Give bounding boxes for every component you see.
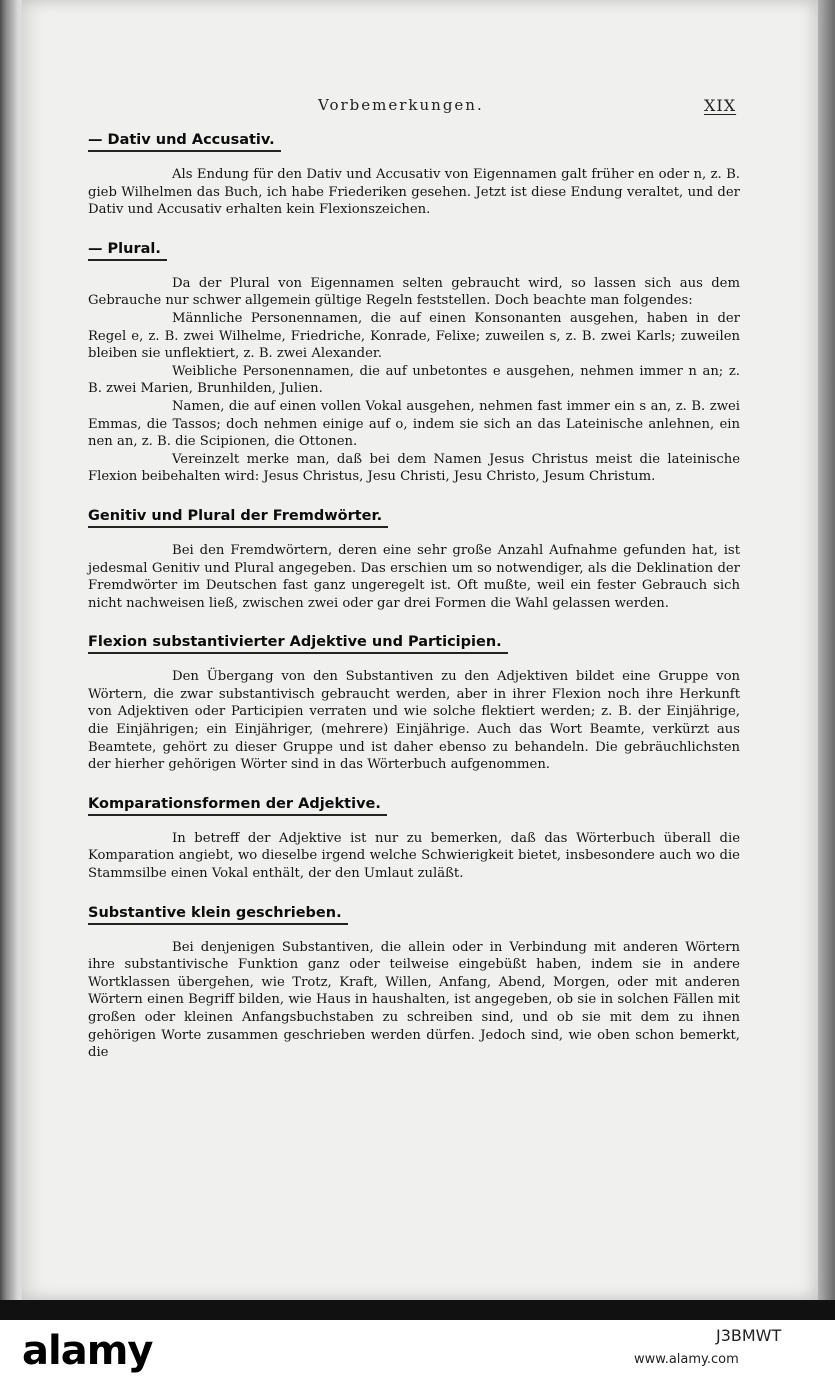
section-fremdwoerter — [88, 500, 740, 612]
section-dativ-accusativ — [88, 124, 740, 219]
paragraph: Bei denjenigen Substantiven, die allein oder in Verbindung mit anderen Wörtern ihre substantivische Funktion ganz oder teilweise eingebüßt haben, indem sie in andere Wortklassen übergehen, wie Trotz, Kraft, Willen, Anfang, Abend, Morgen, oder mit anderen Wörtern einen Begriff bilden, wie Haus in haushalten, ist angegeben, ob sie in solchen Fällen mit großen oder kleinen Anfangsbuchstaben zu schreiben sind, und ob sie mit dem zu ihnen gehörigen Worte zusammen geschrieben werden dürfen. Jedoch sind, wie oben schon bemerkt, die — [88, 939, 740, 1061]
paragraph: Weibliche Personennamen, die auf unbetontes e ausgehen, nehmen immer n an; z. B. zwei Marien, Brunhilden, Julien. — [88, 363, 740, 397]
section-plural — [88, 233, 740, 486]
site-url: www.alamy.com — [634, 1352, 739, 1367]
section-heading: — Plural. — [88, 241, 167, 261]
book-page — [22, 0, 818, 1300]
paragraph: Da der Plural von Eigennamen selten gebraucht wird, so lassen sich aus dem Gebrauche nur schwer allgemein gültige Regeln feststellen. Doch beachte man folgendes: — [88, 275, 740, 309]
scan-edge-bar — [0, 1300, 835, 1320]
image-id: J3BMWT — [716, 1326, 782, 1345]
section-heading: Flexion substantivierter Adjektive und Participien. — [88, 634, 508, 654]
paragraph: Den Übergang von den Substantiven zu den Adjektiven bildet eine Gruppe von Wörtern, die zwar substantivisch gebraucht werden, aber in ihrer Flexion noch ihre Herkunft von Adjektiven oder Participien verraten und wie solche flektiert werden; z. B. der Einjährige, die Einjährigen; ein Einjähriger, (mehrere) Einjährige. Auch das Wort Beamte, verkürzt aus Beamtete, gehört zu dieser Gruppe und ist daher ebenso zu behandeln. Die gebräuchlichsten der hierher gehörigen Wörter sind in das Wörterbuch aufgenommen. — [88, 669, 740, 773]
alamy-logo: alamy — [22, 1328, 153, 1374]
section-komparation — [88, 788, 740, 883]
section-heading: Substantive klein geschrieben. — [88, 905, 348, 925]
paragraph: Männliche Personennamen, die auf einen Konsonanten ausgehen, haben in der Regel e, z. B. zwei Wilhelme, Friedriche, Konrade, Felixe; zuweilen s, z. B. zwei Karls; zuweilen bleiben sie unflektiert, z. B. zwei Alexander. — [88, 310, 740, 362]
paragraph: Als Endung für den Dativ und Accusativ von Eigennamen galt früher en oder n, z. B. gieb Wilhelmen das Buch, ich habe Friederiken gesehen. Jetzt ist diese Endung veraltet, und der Dativ und Accusativ erhalten kein Flexionszeichen. — [88, 167, 740, 218]
paragraph: Bei den Fremdwörtern, deren eine sehr große Anzahl Aufnahme gefunden hat, ist jedesmal Genitiv und Plural angegeben. Das erschien um so notwendiger, als die Deklination der Fremdwörter im Deutschen fast ganz ungeregelt ist. Oft mußte, weil ein fester Gebrauch sich nicht nachweisen ließ, zwischen zwei oder gar drei Formen die Wahl gelassen werden. — [88, 542, 740, 611]
section-substantive-klein — [88, 897, 740, 1062]
running-head: Vorbemerkungen. — [318, 96, 484, 114]
paragraph: Vereinzelt merke man, daß bei dem Namen Jesus Christus meist die lateinische Flexion beibehalten wird: Jesus Christus, Jesu Christi, Jesu Christo, Jesum Christum. — [88, 451, 740, 485]
section-flexion-adjektive — [88, 626, 740, 774]
section-heading: — Dativ und Accusativ. — [88, 132, 281, 152]
paragraph: In betreff der Adjektive ist nur zu bemerken, daß das Wörterbuch überall die Komparation angiebt, wo dieselbe irgend welche Schwierigkeit bietet, insbesondere auch wo die Stammsilbe einen Vokal enthält, der den Umlaut zuläßt. — [88, 830, 740, 882]
section-heading: Genitiv und Plural der Fremdwörter. — [88, 508, 388, 528]
section-heading: Komparationsformen der Adjektive. — [88, 796, 387, 816]
page-number: XIX — [704, 96, 737, 115]
paragraph: Namen, die auf einen vollen Vokal ausgehen, nehmen fast immer ein s an, z. B. zwei Emmas, die Tassos; doch nehmen einige auf o, indem sie sich an das Lateinische anlehnen, ein nen an, z. B. die Scipionen, die Ottonen. — [88, 398, 740, 450]
page-content — [88, 124, 740, 1076]
